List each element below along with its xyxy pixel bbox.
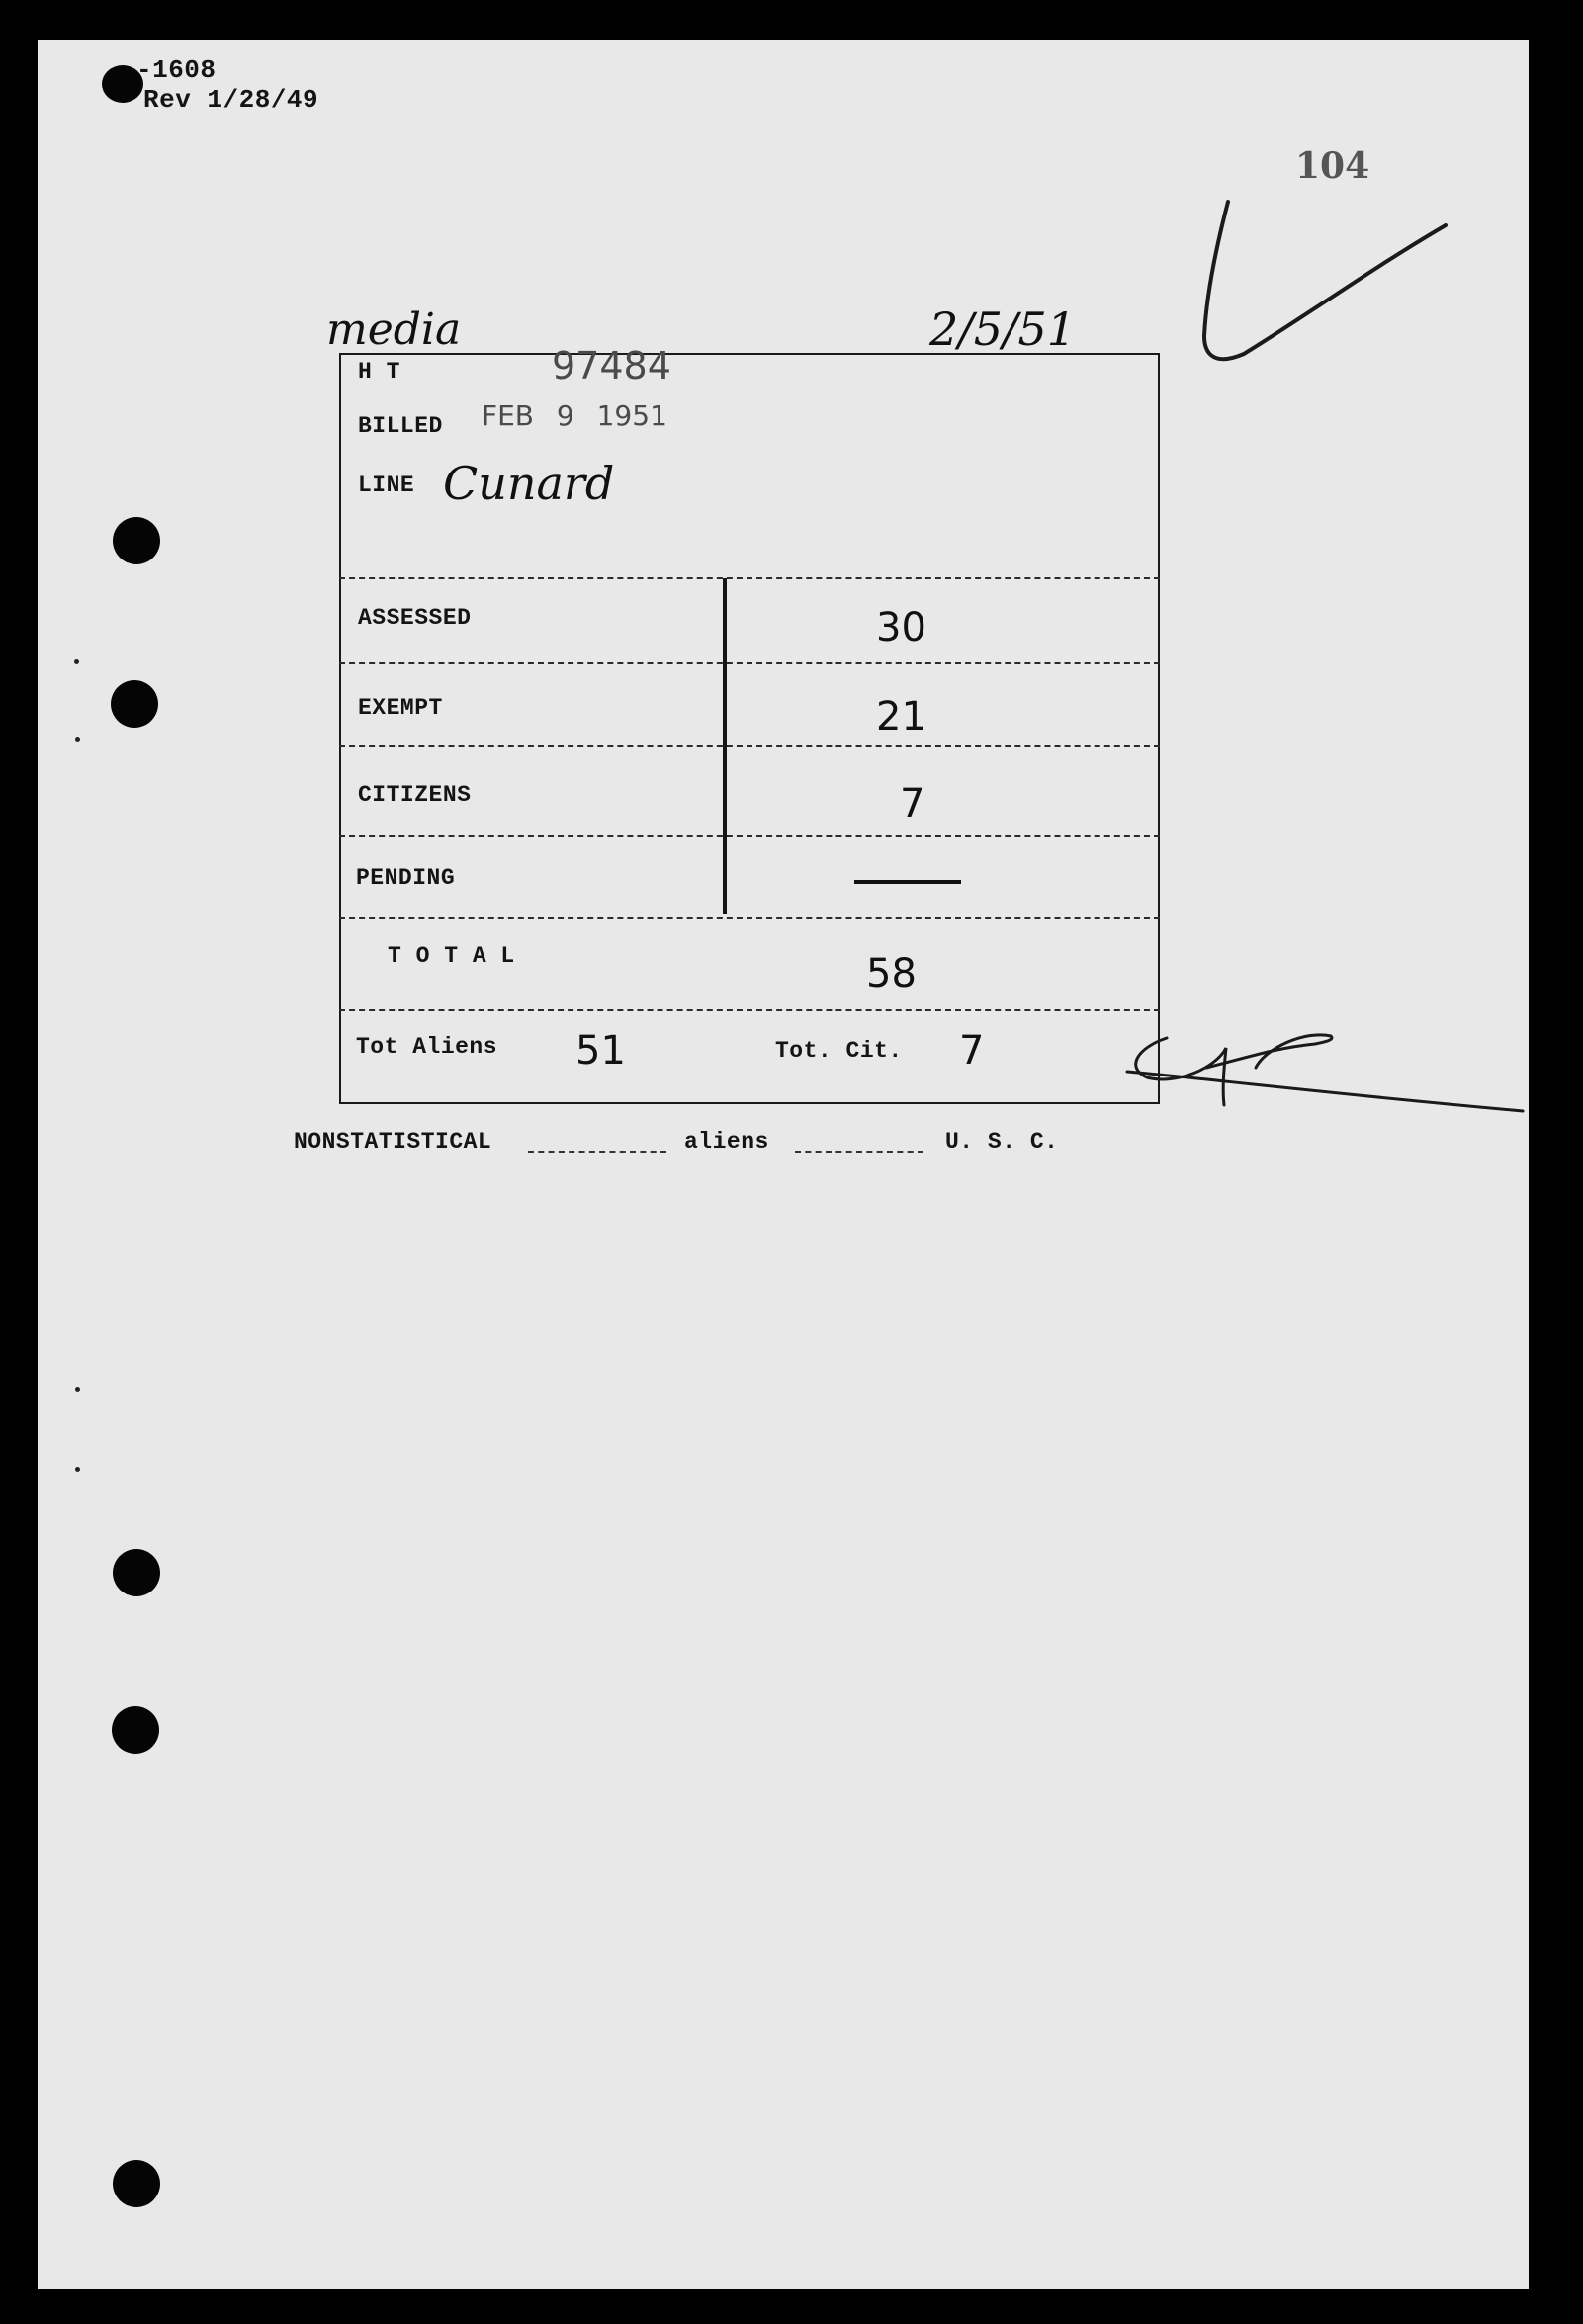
row-divider [339, 917, 1160, 919]
row-divider [339, 745, 1160, 747]
assessed-value: 30 [876, 605, 926, 650]
tot-cit-value: 7 [959, 1028, 985, 1074]
punch-hole-icon [111, 680, 158, 728]
row-divider [339, 835, 1160, 837]
exempt-value: 21 [876, 694, 926, 739]
aliens-blank [795, 1151, 923, 1153]
nonstatistical-label: NONSTATISTICAL [294, 1129, 492, 1155]
speck [75, 737, 80, 742]
initials-signature-icon [1107, 1008, 1542, 1127]
tot-aliens-value: 51 [575, 1028, 626, 1074]
punch-hole-icon [113, 2160, 160, 2207]
aliens-label: aliens [684, 1129, 769, 1155]
form-number: -1608 [136, 55, 217, 85]
checkmark-icon [1187, 188, 1463, 376]
handwritten-date: 2/5/51 [929, 302, 1077, 356]
billed-label: BILLED [358, 413, 443, 439]
row-divider [339, 662, 1160, 664]
row-divider [339, 577, 1160, 579]
total-label: T O T A L [388, 943, 515, 969]
line-label: LINE [358, 473, 415, 498]
row-divider [339, 1009, 1160, 1011]
punch-hole-icon [113, 1549, 160, 1596]
ht-value: 97484 [552, 344, 671, 387]
handwritten-vessel: media [326, 304, 462, 355]
total-value: 58 [866, 951, 917, 996]
citizens-label: CITIZENS [358, 782, 472, 808]
punch-hole-icon [112, 1706, 159, 1754]
speck [75, 1387, 80, 1392]
citizens-value: 7 [900, 781, 925, 826]
usc-label: U. S. C. [945, 1129, 1059, 1155]
tot-cit-label: Tot. Cit. [775, 1038, 903, 1064]
tot-aliens-label: Tot Aliens [356, 1034, 498, 1060]
exempt-label: EXEMPT [358, 695, 443, 721]
speck [75, 1467, 80, 1472]
speck [74, 659, 79, 664]
punch-hole-icon [113, 517, 160, 564]
form-revision: Rev 1/28/49 [143, 85, 319, 115]
ht-label: H T [358, 359, 400, 385]
page-number: 104 [1295, 145, 1370, 187]
column-divider [723, 578, 727, 914]
billed-stamp: FEB 9 1951 [482, 399, 667, 432]
line-value: Cunard [443, 457, 615, 510]
nonstatistical-blank [528, 1151, 666, 1153]
assessed-label: ASSESSED [358, 605, 472, 631]
pending-dash [854, 880, 961, 884]
pending-label: PENDING [356, 865, 456, 891]
